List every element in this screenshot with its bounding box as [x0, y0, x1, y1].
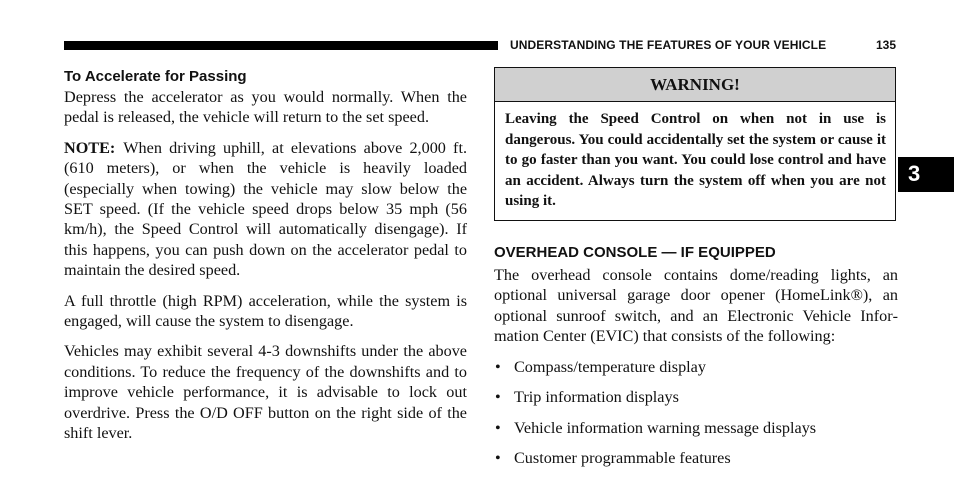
- note-label: NOTE:: [64, 138, 116, 157]
- section-heading-accelerate: To Accelerate for Passing: [64, 68, 247, 85]
- note-text: When driving uphill, at elevations above 2,000 ft. (610 meters), or when the vehicle is heavily loaded (especially when towing) the vehicle may slow below the SET speed. (If the vehicle speed drops below 35 mph (56 km/h), the Speed Control will automatically disengage). If this happens, you can push down on the accelerator pedal to maintain the desired speed.: [64, 138, 467, 280]
- feature-list: [494, 357, 898, 469]
- list-item: • Customer programmable features: [494, 448, 898, 468]
- warning-title: WARNING!: [495, 68, 895, 102]
- list-item: • Compass/temperature display: [494, 357, 898, 377]
- page-number: 135: [876, 38, 897, 52]
- list-item: • Vehicle information warning message displays: [494, 418, 898, 438]
- section-heading-overhead-console: OVERHEAD CONSOLE — IF EQUIPPED: [494, 244, 776, 261]
- note-paragraph: [64, 138, 467, 281]
- paragraph-full-throttle: A full throttle (high RPM) acceleration, while the system is engaged, will cause the system to disengage.: [64, 291, 467, 331]
- paragraph-depress-accelerator: Depress the accelerator as you would normally. When the pedal is released, the vehicle will return to the set speed.: [64, 88, 467, 127]
- running-header: UNDERSTANDING THE FEATURES OF YOUR VEHICLE: [510, 38, 827, 52]
- overhead-console-section: [494, 243, 898, 468]
- chapter-number: 3: [908, 161, 921, 186]
- list-item: • Trip information displays: [494, 387, 898, 407]
- left-column: [64, 67, 467, 454]
- header-rule: [64, 41, 498, 50]
- chapter-tab: [898, 157, 954, 192]
- right-column: [494, 67, 898, 479]
- warning-text: Leaving the Speed Control on when not in use is dangerous. You could accidentally set the system or cause it to go faster than you want. You could lose control and have an accident. Always turn the system off when you are not using it.: [505, 111, 886, 210]
- warning-box: [494, 67, 896, 221]
- paragraph-downshifts: Vehicles may exhibit several 4-3 downshifts under the above conditions. To reduce the frequency of the downshifts and to improve vehicle performance, it is advisable to lock out overdrive. Press the O/D OFF button on the right side of the shift lever.: [64, 342, 467, 443]
- paragraph-overhead-console: The overhead console contains dome/reading lights, an optional universal garage door opener (HomeLink®), an optional sunroof switch, and an Electronic Vehicle Information Center (EVIC) that consists of the following:: [494, 266, 898, 346]
